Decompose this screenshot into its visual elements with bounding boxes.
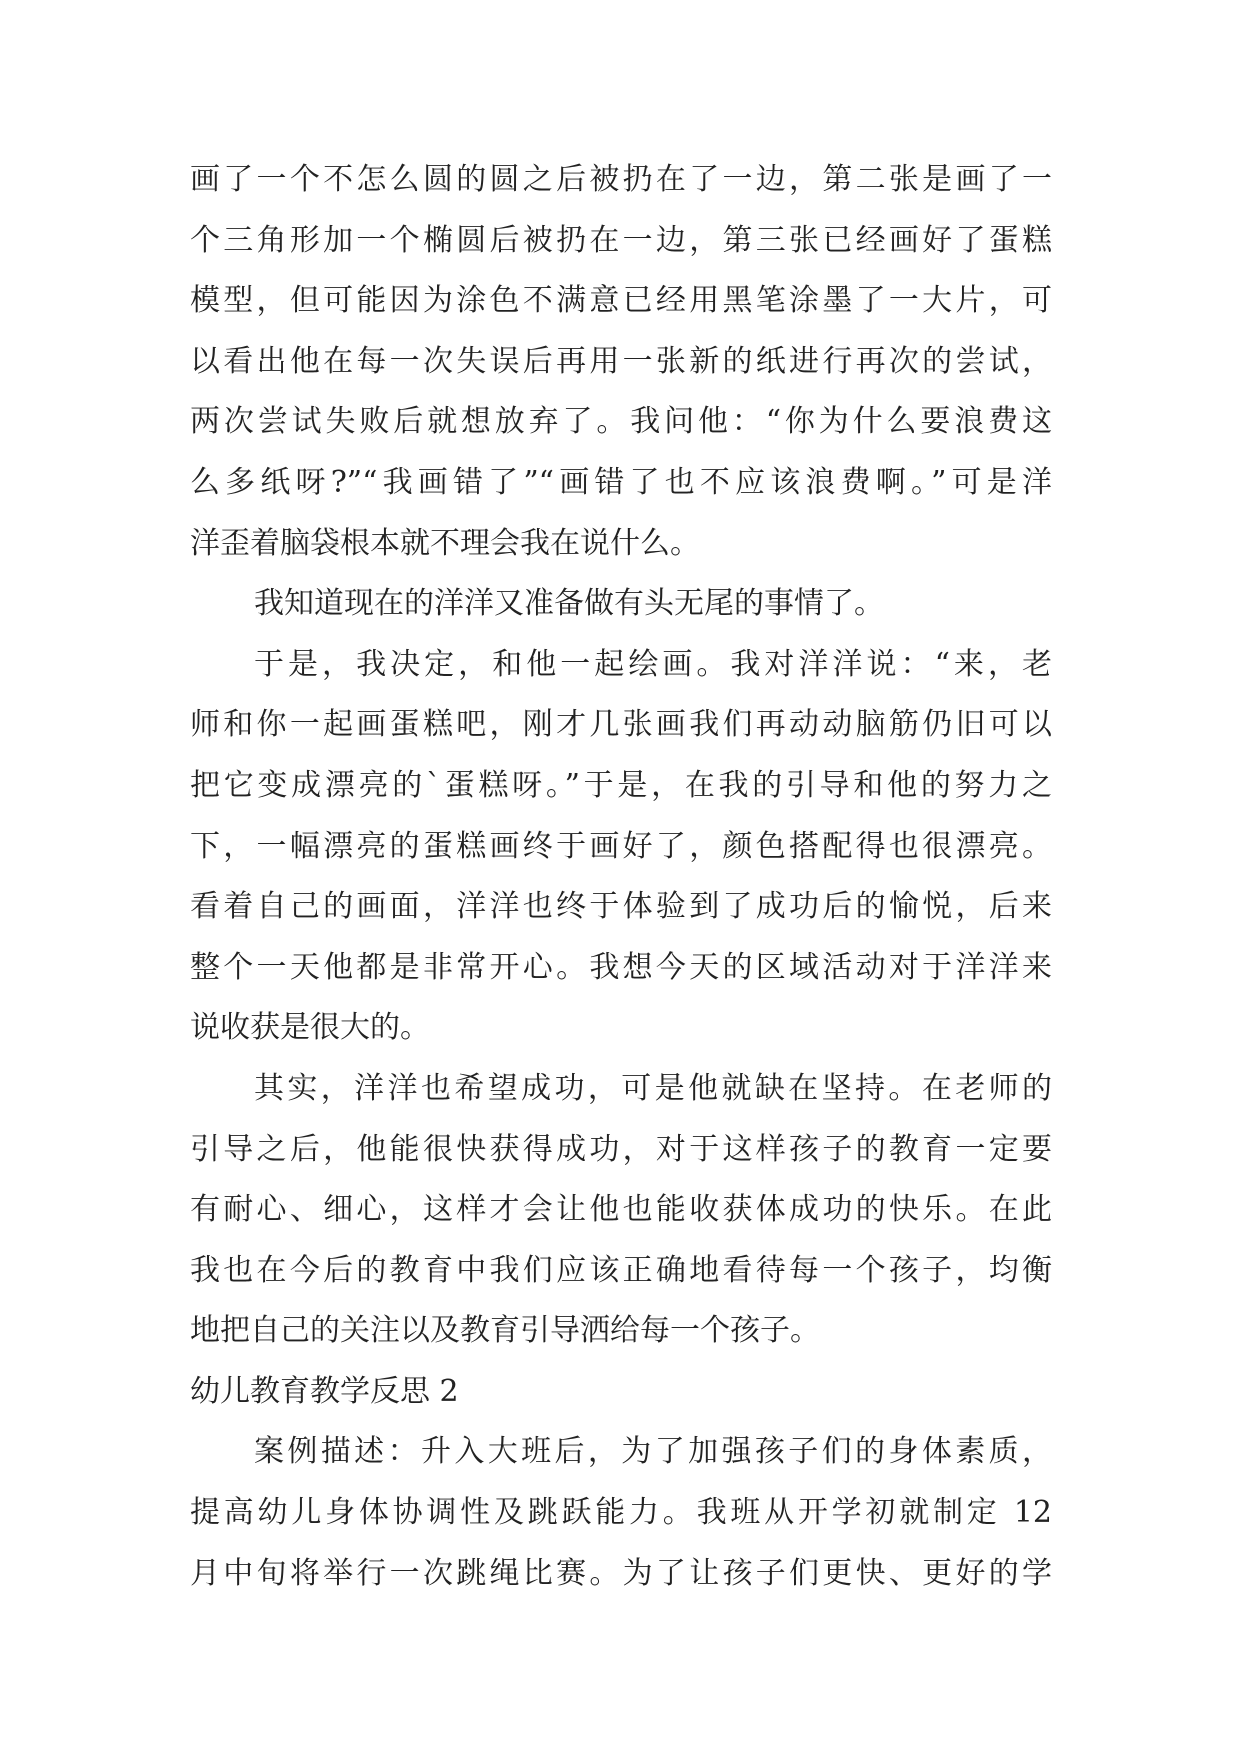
text-line: 有耐心、细心，这样才会让他也能收获体成功的快乐。在此 [190, 1192, 1052, 1228]
text-line: 整个一天他都是非常开心。我想今天的区域活动对于洋洋来 [190, 949, 1052, 985]
text-line: 洋歪着脑袋根本就不理会我在说什么。 [190, 525, 700, 561]
text-line: 引导之后，他能很快获得成功，对于这样孩子的教育一定要 [190, 1131, 1052, 1167]
text-line: 提高幼儿身体协调性及跳跃能力。我班从开学初就制定 12 [190, 1495, 1052, 1531]
text-line: 我也在今后的教育中我们应该正确地看待每一个孩子，均衡 [190, 1252, 1052, 1288]
text-line: 于是，我决定，和他一起绘画。我对洋洋说：“来，老 [254, 646, 1052, 682]
text-line: 么多纸呀?”“我画错了”“画错了也不应该浪费啊。”可是洋 [190, 464, 1052, 500]
text-line: 地把自己的关注以及教育引导洒给每一个孩子。 [190, 1313, 820, 1349]
text-line: 两次尝试失败后就想放弃了。我问他：“你为什么要浪费这 [190, 404, 1052, 440]
text-line: 月中旬将举行一次跳绳比赛。为了让孩子们更快、更好的学 [190, 1555, 1052, 1591]
text-line: 看着自己的画面，洋洋也终于体验到了成功后的愉悦，后来 [190, 889, 1052, 925]
text-line: 个三角形加一个椭圆后被扔在一边，第三张已经画好了蛋糕 [190, 222, 1052, 258]
section-heading: 幼儿教育教学反思 2 [190, 1373, 459, 1409]
text-line: 师和你一起画蛋糕吧，刚才几张画我们再动动脑筋仍旧可以 [190, 707, 1052, 743]
text-line: 以看出他在每一次失误后再用一张新的纸进行再次的尝试， [190, 343, 1052, 379]
text-line: 其实，洋洋也希望成功，可是他就缺在坚持。在老师的 [254, 1070, 1052, 1106]
text-line: 模型，但可能因为涂色不满意已经用黑笔涂墨了一大片，可 [190, 283, 1052, 319]
text-line: 画了一个不怎么圆的圆之后被扔在了一边，第二张是画了一 [190, 162, 1052, 197]
text-line: 下，一幅漂亮的蛋糕画终于画好了，颜色搭配得也很漂亮。 [190, 828, 1052, 864]
text-line: 把它变成漂亮的`蛋糕呀。”于是，在我的引导和他的努力之 [190, 767, 1052, 803]
text-line: 案例描述：升入大班后，为了加强孩子们的身体素质， [254, 1434, 1052, 1470]
text-line: 我知道现在的洋洋又准备做有头无尾的事情了。 [254, 586, 884, 622]
document-body [190, 150, 1052, 1604]
text-line: 说收获是很大的。 [190, 1010, 430, 1046]
